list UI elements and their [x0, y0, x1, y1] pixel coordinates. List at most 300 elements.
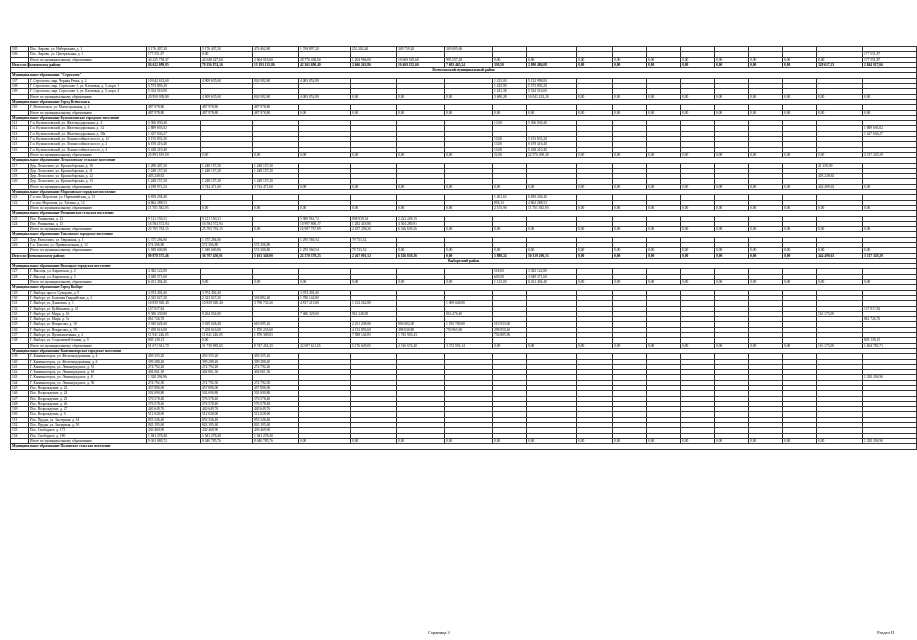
value-cell: 750 865,60	[445, 327, 493, 332]
value-cell: 0,00	[445, 184, 493, 189]
value-cell: 1 769 897,20	[299, 47, 351, 52]
value-cell: 0,00	[647, 253, 681, 258]
value-cell: 1 320 294,96	[863, 375, 917, 380]
value-cell: 0,00	[647, 248, 681, 253]
value-cell: 5 153 833,20	[147, 137, 201, 142]
value-cell: 0,00	[299, 184, 351, 189]
value-cell: 576 578,40	[147, 396, 201, 401]
row-number-cell: 109	[11, 89, 29, 94]
page-number: Страница 3	[428, 630, 450, 635]
value-cell: 3 382 122,80	[527, 269, 577, 274]
value-cell: 0,00	[783, 438, 817, 443]
row-number-cell: 122	[11, 200, 29, 205]
table-body	[11, 47, 917, 450]
value-cell: 0,00	[613, 438, 647, 443]
value-cell: 0,00	[201, 338, 253, 343]
value-cell: 7 683 465,24	[445, 62, 493, 67]
value-cell: 1 248 157,20	[253, 168, 299, 173]
row-number-cell: 143	[11, 375, 29, 380]
row-number-cell: 107	[11, 78, 29, 83]
data-table	[10, 46, 917, 450]
value-cell: 20 950 038,80	[147, 94, 201, 99]
value-cell: 5 573 893,20	[527, 84, 577, 89]
value-cell: 4 188 971,23	[147, 184, 201, 189]
value-cell: 2 222 249,15	[397, 216, 445, 221]
value-cell: 177 551,87	[863, 57, 917, 62]
municipality-name: Муниципальное образование Романовское сельское поселение	[11, 211, 917, 216]
value-cell: 487 978,80	[201, 110, 253, 115]
value-cell: 13,00	[493, 147, 527, 152]
value-cell: 1 295 560,54	[299, 237, 351, 242]
value-cell: 403 249,63	[147, 174, 201, 179]
value-cell: 0,00	[715, 438, 749, 443]
municipality-name: Муниципальное образование Морозовское городское поселение	[11, 190, 917, 195]
value-cell: 42 362 690,40	[299, 62, 351, 67]
value-cell: 0,00	[749, 110, 783, 115]
value-cell: 0,00	[577, 184, 613, 189]
value-cell: 487 978,80	[201, 105, 253, 110]
value-cell: 1 261,63	[493, 195, 527, 200]
row-number-cell: 126	[11, 242, 29, 247]
value-cell: 0,00	[715, 343, 749, 348]
value-cell: 0,00	[493, 227, 527, 232]
value-cell: 349 759,20	[397, 47, 445, 52]
row-number-cell: 132	[11, 306, 29, 311]
address-cell: Г.п. Кузьмоловский, ул. Леншоссейное шоссе, д. 2	[29, 142, 147, 147]
value-cell: 4 304 289,91	[397, 221, 445, 226]
value-cell: 0,00	[613, 110, 647, 115]
value-cell: 3 382 122,80	[147, 269, 201, 274]
address-cell: Пос. Романовка, д. 13	[29, 221, 147, 226]
row-number-cell: 137	[11, 333, 29, 338]
address-cell: Г. Выборг, ул. Некрасова, д. 10	[29, 322, 147, 327]
value-cell: 0,00	[783, 227, 817, 232]
value-cell: 430 469,90	[253, 428, 299, 433]
address-cell: Г.п. Кузьмоловский, ул. Железнодорожная, д. 14	[29, 126, 147, 131]
value-cell: 0,00	[817, 438, 863, 443]
row-number-cell: 136	[11, 327, 29, 332]
value-cell: 90 878 575,46	[147, 253, 201, 258]
value-cell: 15 193 135,86	[253, 62, 299, 67]
value-cell: 0,00	[351, 152, 397, 157]
address-cell: Дер. Лесколово, ул. Красноборская, д. 11	[29, 168, 147, 173]
value-cell: 403 249,63	[817, 174, 863, 179]
value-cell: 1 427 636,27	[863, 131, 917, 136]
value-cell: 399 288,40	[147, 359, 201, 364]
value-cell: 0,00	[783, 152, 817, 157]
value-cell: 3 176 407,20	[201, 47, 253, 52]
value-cell: 0,00	[527, 110, 577, 115]
value-cell: 157 917,82	[863, 306, 917, 311]
value-cell: 5 306 030,40	[527, 121, 577, 126]
value-cell: 0,00	[715, 253, 749, 258]
address-cell: Пос. Возрождение, д. 9	[29, 412, 147, 417]
value-cell: 0,00	[681, 184, 715, 189]
address-cell: Пос. Аврово, ул. Центральная, д. 1	[29, 52, 147, 57]
value-cell: 1 870 309,81	[253, 333, 299, 338]
row-number-cell: 117	[11, 163, 29, 168]
value-cell: 0,00	[397, 438, 445, 443]
value-cell: 8 747 454,25	[253, 343, 299, 348]
value-cell: 330,50	[493, 62, 527, 67]
value-cell: 1 123,00	[493, 280, 527, 285]
value-cell: 0,00	[445, 94, 493, 99]
value-cell: 0,00	[817, 205, 863, 210]
value-cell: 0,00	[783, 280, 817, 285]
value-cell: 22 576 490,40	[527, 152, 577, 157]
value-cell: 7 458 616,00	[147, 327, 201, 332]
value-cell: 10 839 920,40	[147, 301, 201, 306]
value-cell: 1 555 708,80	[445, 322, 493, 327]
value-cell: 0,00	[749, 253, 783, 258]
address-cell: Г. Высоцк, ул. Кировская, д. 5	[29, 274, 147, 279]
value-cell: 0,00	[397, 152, 445, 157]
row-number-cell: 131	[11, 301, 29, 306]
value-cell: 0,00	[749, 205, 783, 210]
municipality-name: Муниципальное образование Высоцкое городское поселение	[11, 264, 917, 269]
value-cell: 0,00	[299, 110, 351, 115]
value-cell: 3 744 471,60	[201, 184, 253, 189]
address-cell: Итого по муниципальному образованию	[29, 280, 147, 285]
value-cell: 1 949 600,86	[201, 248, 253, 253]
value-cell: 6 678 416,40	[147, 142, 201, 147]
address-cell: Г.п. Кузьмоловский, ул. Леншоссейное шоссе, д. 4	[29, 147, 147, 152]
row-number-cell: 145	[11, 386, 29, 391]
value-cell: 0,00	[445, 438, 493, 443]
value-cell: 0,00	[647, 438, 681, 443]
value-cell: 0,00	[351, 94, 397, 99]
value-cell: 0,00	[493, 57, 527, 62]
value-cell: 574 306,80	[253, 248, 299, 253]
value-cell: 399 288,40	[201, 359, 253, 364]
value-cell: 404 061,50	[201, 370, 253, 375]
value-cell: 0,00	[613, 343, 647, 348]
value-cell: 0,00	[351, 184, 397, 189]
value-cell: 0,00	[749, 57, 783, 62]
value-cell: 0,00	[299, 438, 351, 443]
value-cell: 5 438 210,40	[527, 147, 577, 152]
address-cell: Дер. Рапполово, ул. Овражная, д. 1	[29, 237, 147, 242]
value-cell: 16 584 572,94	[147, 221, 201, 226]
value-cell: 4 909 635,60	[201, 78, 253, 83]
row-number-cell: 153	[11, 428, 29, 433]
value-cell: 157 917,82	[147, 306, 201, 311]
value-cell: 6 839 294,40	[527, 195, 577, 200]
value-cell: 843 195,60	[201, 423, 253, 428]
value-cell: 0,00	[647, 62, 681, 67]
value-cell: 576 578,40	[253, 396, 299, 401]
address-cell: Г. Каменногорск, ул. Ленинградское, д. 51	[29, 364, 147, 369]
value-cell: 805 139,15	[147, 338, 201, 343]
value-cell: 444 499,63	[817, 253, 863, 258]
value-cell: 3 049 371,60	[527, 274, 577, 279]
value-cell: 0,00	[253, 280, 299, 285]
value-cell: 0,00	[783, 248, 817, 253]
value-cell: 0,00	[647, 94, 681, 99]
row-number-cell: 121	[11, 195, 29, 200]
address-cell: Г. Каменногорск, ул. Железнодорожная, д. 6	[29, 359, 147, 364]
value-cell: 0,00	[445, 248, 493, 253]
value-cell: 41 250,00	[817, 163, 863, 168]
row-number-cell: 123	[11, 216, 29, 221]
address-cell: Итого по муниципальному образованию	[29, 205, 147, 210]
value-cell: 0,00	[749, 152, 783, 157]
value-cell: 2 666 263,86	[351, 62, 397, 67]
row-number-cell: 141	[11, 364, 29, 369]
value-cell: 4 133 893,60	[351, 327, 397, 332]
value-cell: 961 248,00	[351, 311, 397, 316]
value-cell: 0,00	[783, 94, 817, 99]
address-cell: Пос. Аврово, ул. Набережная, д. 1	[29, 47, 147, 52]
value-cell: 2 604 016,60	[253, 57, 299, 62]
value-cell: 16 987 767,89	[299, 227, 351, 232]
value-cell: 1 870 233,60	[253, 327, 299, 332]
value-cell: 0,00	[681, 62, 715, 67]
value-cell: 440 649,76	[147, 407, 201, 412]
value-cell: 1 248 157,20	[201, 168, 253, 173]
value-cell: 1 889 693,02	[147, 126, 201, 131]
value-cell: 1 295 560,54	[299, 248, 351, 253]
value-cell: 487 978,80	[253, 110, 299, 115]
value-cell: 0,00	[397, 184, 445, 189]
value-cell: 0,00	[715, 152, 749, 157]
value-cell: 0,00	[681, 152, 715, 157]
value-cell: 0,00	[397, 248, 445, 253]
value-cell: 663 095,20	[253, 322, 299, 327]
value-cell: 574 306,80	[147, 242, 201, 247]
value-cell: 5 132 998,00	[527, 78, 577, 83]
value-cell: 457 896,00	[253, 386, 299, 391]
value-cell: 476 462,80	[253, 47, 299, 52]
value-cell: 0,00	[613, 62, 647, 67]
row-number-cell: 140	[11, 359, 29, 364]
value-cell: 5 888,24	[493, 253, 527, 258]
value-cell: 3 317 329,29	[863, 152, 917, 157]
value-cell: 7 486 329,60	[299, 311, 351, 316]
value-cell: 0,00	[681, 227, 715, 232]
value-cell: 10 997 806,17	[299, 221, 351, 226]
value-cell: 0,00	[577, 110, 613, 115]
value-cell: 430 469,90	[201, 428, 253, 433]
address-cell: Дер. Лесколово, ул. Красноборская, д. 12	[29, 174, 147, 179]
value-cell: 0,00	[715, 184, 749, 189]
value-cell: 0,00	[299, 280, 351, 285]
value-cell: 0,00	[863, 94, 917, 99]
value-cell: 0,00	[647, 110, 681, 115]
value-cell: 856 602,00	[397, 322, 445, 327]
value-cell: 0,00	[715, 62, 749, 67]
value-cell: 11 941 246,05	[201, 333, 253, 338]
value-cell: 0,00	[863, 205, 917, 210]
value-cell: 487 978,80	[147, 105, 201, 110]
value-cell: 843 195,60	[147, 423, 201, 428]
municipality-name: Муниципальное образование Лесколовское сельское поселение	[11, 158, 917, 163]
value-cell: 32 097 611,65	[299, 343, 351, 348]
address-cell: Пос. Возрождение, д. 26	[29, 401, 147, 406]
row-number-cell: 115	[11, 142, 29, 147]
address-cell: Г.п. им. Морозова, ул. Хесина, д. 12	[29, 200, 147, 205]
row-number-cell: 150	[11, 412, 29, 417]
value-cell: 6 431 494,40	[527, 280, 577, 285]
value-cell: 843 195,60	[253, 423, 299, 428]
value-cell: 0,00	[749, 248, 783, 253]
value-cell: 9 380 239,80	[147, 311, 201, 316]
municipality-name: Муниципальное образование Кузьмоловское городское поселение	[11, 115, 917, 120]
section-label: Раздел II	[877, 630, 894, 635]
value-cell: 298 850,40	[493, 327, 527, 332]
address-cell: Г. Выборг, просп. Суворова, д. 9	[29, 290, 147, 295]
row-number-cell: 112	[11, 126, 29, 131]
value-cell: 0,00	[647, 152, 681, 157]
value-cell: 0,00	[715, 94, 749, 99]
value-cell: 440 649,76	[201, 407, 253, 412]
value-cell: 0,00	[577, 205, 613, 210]
value-cell: 10 669 529,60	[397, 57, 445, 62]
value-cell: 84 622 099,05	[147, 62, 201, 67]
value-cell: 0,00	[863, 184, 917, 189]
value-cell: 52,00	[493, 152, 527, 157]
value-cell: 826 582,80	[253, 94, 299, 99]
value-cell: 0,00	[397, 280, 445, 285]
value-cell: 512 028,00	[201, 412, 253, 417]
value-cell: 1 949 600,86	[147, 248, 201, 253]
value-cell: 5 176 649,05	[351, 343, 397, 348]
value-cell: 9 121 150,21	[147, 216, 201, 221]
value-cell: 0,00	[647, 280, 681, 285]
value-cell: 274 792,50	[253, 380, 299, 385]
value-cell: 13,00	[493, 137, 527, 142]
value-cell: 1 248 157,20	[253, 179, 299, 184]
value-cell: 0,00	[527, 227, 577, 232]
address-cell: Пос. Романовка, д. 12	[29, 216, 147, 221]
value-cell: 44 048 427,60	[201, 57, 253, 62]
value-cell: 0,00	[299, 152, 351, 157]
value-cell: 487 978,80	[253, 105, 299, 110]
municipality-name: Муниципальное образование Токсовское городское поселение	[11, 232, 917, 237]
value-cell: 6 526 639,26	[397, 227, 445, 232]
value-cell: 574 306,80	[201, 242, 253, 247]
row-number-cell: 120	[11, 179, 29, 184]
value-cell: 13,00	[493, 121, 527, 126]
value-cell: 0,00	[613, 248, 647, 253]
value-cell: 6 431 494,40	[147, 280, 201, 285]
value-cell: 0,00	[783, 184, 817, 189]
value-cell: 0,00	[681, 110, 715, 115]
value-cell: 116 175,00	[817, 311, 863, 316]
value-cell: 9 264 054,80	[201, 311, 253, 316]
value-cell: 826 582,80	[253, 78, 299, 83]
value-cell: 3 680,28	[493, 94, 527, 99]
value-cell: 0,00	[397, 110, 445, 115]
value-cell: 0,00	[749, 62, 783, 67]
value-cell: 2 251 208,80	[351, 322, 397, 327]
value-cell: 10 469 225,60	[397, 62, 445, 67]
value-cell: 0,00	[817, 94, 863, 99]
value-cell: 0,00	[647, 227, 681, 232]
value-cell: 3 176 407,20	[147, 47, 201, 52]
address-cell: Пос. Свободное, д. 180	[29, 433, 147, 438]
value-cell: 1 248 157,20	[147, 168, 201, 173]
value-cell: 11 941 246,05	[147, 333, 201, 338]
value-cell: 512 028,00	[147, 412, 201, 417]
value-cell: 2 187 358,20	[351, 227, 397, 232]
value-cell: 3 744 471,60	[253, 184, 299, 189]
address-cell: Итого по муниципальному образованию	[29, 57, 147, 62]
address-cell: Итого по муниципальному образованию	[29, 248, 147, 253]
value-cell: 0,00	[445, 110, 493, 115]
row-number-cell: 154	[11, 433, 29, 438]
value-cell: 576 578,40	[253, 401, 299, 406]
value-cell: 1 320 294,96	[863, 438, 917, 443]
value-cell: 1 375 294,06	[147, 237, 201, 242]
value-cell: 251 282,40	[351, 47, 397, 52]
value-cell: 1 041 278,40	[147, 433, 201, 438]
value-cell: 576 578,40	[201, 401, 253, 406]
value-cell: 0,00	[681, 280, 715, 285]
row-number-cell: 152	[11, 423, 29, 428]
value-cell: 574 306,80	[253, 242, 299, 247]
value-cell: 79 733,52	[351, 237, 397, 242]
municipality-name: Муниципальное образование "Сертолово"	[11, 73, 917, 78]
value-cell: 0,00	[351, 110, 397, 115]
row-number-cell: 127	[11, 269, 29, 274]
value-cell: 1 225,90	[493, 84, 527, 89]
row-number-cell: 134	[11, 317, 29, 322]
value-cell: 0,00	[681, 343, 715, 348]
row-number-cell: 151	[11, 417, 29, 422]
value-cell: 0,00	[817, 57, 863, 62]
municipality-name: Муниципальное образование Город Выборг	[11, 285, 917, 290]
value-cell: 1 889 693,02	[863, 126, 917, 131]
value-cell: 2 323 027,20	[201, 295, 253, 300]
district-name: Всеволожский муниципальный район	[11, 68, 917, 73]
value-cell: 993 557,20	[445, 57, 493, 62]
address-cell: Пос. Пруды, ул. Заозерная, д. 34	[29, 417, 147, 422]
address-cell: Итого по муниципальному образованию	[29, 227, 147, 232]
value-cell: 0,00	[201, 52, 253, 57]
value-cell: 0,00	[527, 343, 577, 348]
row-number-cell: 118	[11, 168, 29, 173]
value-cell: 1 427 636,27	[147, 131, 201, 136]
address-cell: Г. Сертолово, мкр. Сертолово-1, ул. Кленовая, д. 5, корп. 4	[29, 89, 147, 94]
value-cell: 13,00	[493, 142, 527, 147]
value-cell: 3 974 492,40	[299, 290, 351, 295]
value-cell: 0,00	[749, 184, 783, 189]
value-cell: 4 862 288,53	[147, 200, 201, 205]
address-cell: Итого по муниципальному образованию	[29, 110, 147, 115]
value-cell: 0,00	[647, 57, 681, 62]
value-cell: 0,00	[613, 227, 647, 232]
value-cell: 0,00	[715, 205, 749, 210]
row-number-cell: 113	[11, 131, 29, 136]
row-number-cell: 110	[11, 105, 29, 110]
address-cell: Пос. Свободное, д. 175	[29, 428, 147, 433]
value-cell: 79 733,52	[351, 248, 397, 253]
value-cell: 0,00	[647, 205, 681, 210]
value-cell: 6 526 639,26	[397, 253, 445, 258]
value-cell: 736 885,96	[493, 333, 527, 338]
value-cell: 5 633 340,00	[253, 253, 299, 258]
address-cell: Г. Каменногорск, ул. Железнодорожная, д. 4	[29, 354, 147, 359]
value-cell: 404 061,50	[253, 370, 299, 375]
municipality-name: Муниципальное образование Город Всеволожск	[11, 99, 917, 104]
value-cell: 0,00	[577, 152, 613, 157]
value-cell: 0,00	[493, 248, 527, 253]
address-cell: Дер. Лесколово, ул. Красноборская, д. 13	[29, 179, 147, 184]
municipality-name: Муниципальное образование Полянское сельское поселение	[11, 444, 917, 449]
value-cell: 0,00	[613, 152, 647, 157]
value-cell: 2 323 027,20	[147, 295, 201, 300]
